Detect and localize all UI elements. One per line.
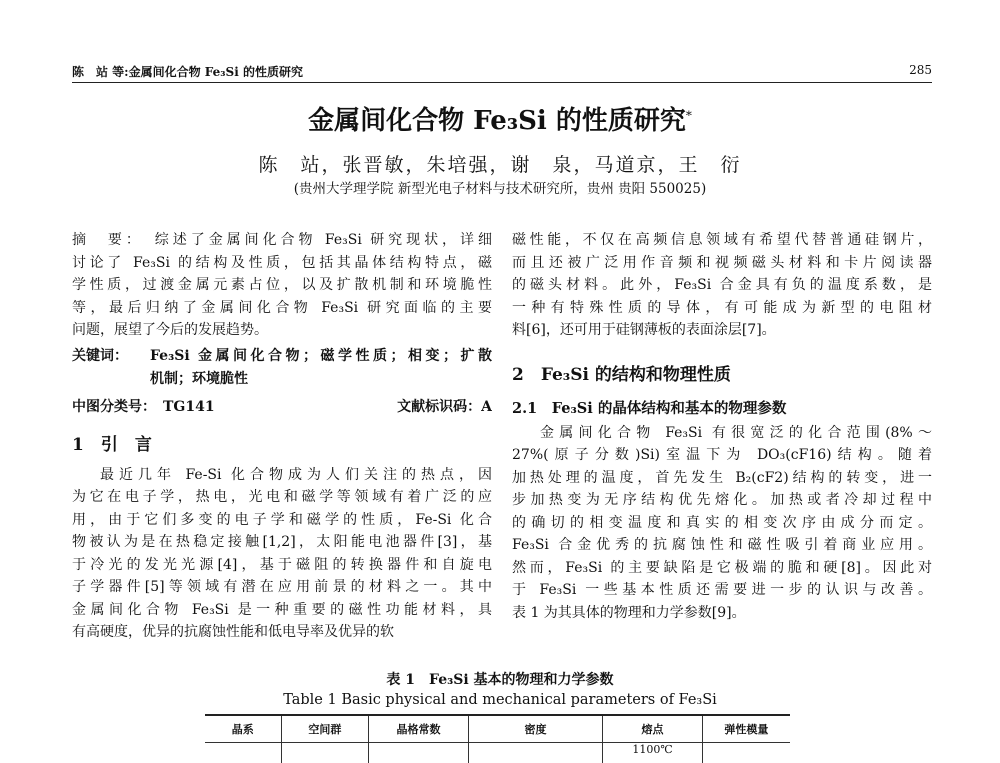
body-line: 于冷光的发光光源[4]，基于磁阻的转换器件和自旋电	[72, 554, 492, 577]
body-line: 步加热变为无序结构优先熔化。加热或者冷却过程中	[512, 489, 932, 512]
page-number: 285	[909, 63, 932, 77]
paper-title	[0, 100, 1000, 137]
body-line: 子学器件[5]等领域有潜在应用前景的材料之一。其中	[72, 576, 492, 599]
affiliation: (贵州大学理学院 新型光电子材料与技术研究所，贵州 贵阳 550025)	[0, 177, 1000, 197]
body-line: 然而，Fe₃Si 的主要缺陷是它极端的脆和硬[8]。因此对	[512, 557, 932, 580]
table-header-cell: 密度	[468, 716, 603, 743]
classification-code: 中图分类号： TG141	[72, 396, 215, 419]
body-line: 加热处理的温度，首先发生 B₂(cF2)结构的转变，进一	[512, 467, 932, 490]
body-line: 的磁头材料。此外，Fe₃Si 合金具有负的温度系数，是	[512, 274, 932, 297]
keywords-line-2: 机制；环境脆性	[150, 368, 492, 391]
table-caption-cn: 表 1 Fe₃Si 基本的物理和力学参数	[0, 669, 1000, 689]
table-1	[205, 714, 790, 763]
paper-title-text: 金属间化合物 Fe₃Si 的性质研究	[308, 106, 686, 136]
table-header-row	[205, 716, 790, 743]
classification-row	[72, 396, 492, 422]
abstract-line: 问题，展望了今后的发展趋势。	[72, 319, 492, 342]
body-line: 磁性能，不仅在高频信息领域有希望代替普通硅钢片，	[512, 229, 932, 252]
abstract-line: 学性质，过渡金属元素占位，以及扩散机制和环境脆性	[72, 274, 492, 297]
right-column	[512, 229, 932, 624]
document-code: 文献标识码：A	[397, 396, 492, 419]
body-line: 而且还被广泛用作音频和视频磁头材料和卡片阅读器	[512, 252, 932, 275]
running-header	[72, 63, 932, 80]
section-2-1-body	[512, 422, 932, 625]
body-line: 的确切的相变温度和真实的相变次序由成分而定。	[512, 512, 932, 535]
body-line: 有高硬度，优异的抗腐蚀性能和低电导率及优异的软	[72, 621, 492, 644]
body-line: 料[6]，还可用于硅钢薄板的表面涂层[7]。	[512, 319, 932, 342]
header-rule	[72, 82, 932, 83]
body-line: 表 1 为其具体的物理和力学参数[9]。	[512, 602, 932, 625]
table-header-cell: 空间群	[281, 716, 369, 743]
body-line: 最近几年 Fe-Si 化合物成为人们关注的热点，因	[72, 464, 492, 487]
section-2-heading: 2 Fe₃Si 的结构和物理性质	[512, 360, 932, 394]
section-1-heading: 1 引 言	[72, 430, 492, 464]
table-header-cell: 晶系	[205, 716, 281, 743]
body-line: 金属间化合物 Fe₃Si 有很宽泛的化合范围(8%～	[512, 422, 932, 445]
body-line: 一种有特殊性质的导体，有可能成为新型的电阻材	[512, 297, 932, 320]
body-line: Fe₃Si 合金优秀的抗腐蚀性和磁性吸引着商业应用。	[512, 534, 932, 557]
table-header-cell: 熔点	[603, 716, 702, 743]
keywords-line-1: Fe₃Si 金属间化合物；磁学性质；相变；扩散	[150, 345, 492, 368]
keywords-label: 关键词：	[72, 345, 142, 368]
table-caption-en: Table 1 Basic physical and mechanical parameters of Fe₃Si	[0, 692, 1000, 708]
table-header-cell: 晶格常数	[369, 716, 468, 743]
running-header-title: 陈 站 等:金属间化合物 Fe₃Si 的性质研究	[72, 65, 303, 79]
abstract-line: 等，最后归纳了金属间化合物 Fe₃Si 研究面临的主要	[72, 297, 492, 320]
body-line: 物被认为是在热稳定接触[1,2]，太阳能电池器件[3]，基	[72, 531, 492, 554]
keywords	[72, 345, 492, 392]
section-1-body	[72, 464, 492, 644]
intro-continued	[512, 229, 932, 342]
abstract-line: 摘 要： 综述了金属间化合物 Fe₃Si 研究现状，详细	[72, 229, 492, 252]
body-line: 27%(原子分数)Si)室温下为 DO₃(cF16)结构。随着	[512, 444, 932, 467]
body-line: 为它在电子学，热电，光电和磁学等领域有着广泛的应	[72, 486, 492, 509]
title-footnote-mark: *	[686, 108, 692, 122]
abstract-lines	[72, 229, 492, 342]
abstract-block	[72, 229, 492, 644]
table-cell: 1100℃	[603, 743, 702, 763]
section-2-1-heading: 2.1 Fe₃Si 的晶体结构和基本的物理参数	[512, 396, 932, 422]
body-line: 金属间化合物 Fe₃Si 是一种重要的磁性功能材料，具	[72, 599, 492, 622]
table-header-cell: 弹性模量	[702, 716, 790, 743]
author-list: 陈 站，张晋敏，朱培强，谢 泉，马道京，王 衍	[0, 150, 1000, 177]
abstract-line: 讨论了 Fe₃Si 的结构及性质，包括其晶体结构特点，磁	[72, 252, 492, 275]
body-line: 用，由于它们多变的电子学和磁学的性质，Fe-Si 化合	[72, 509, 492, 532]
body-line: 于 Fe₃Si 一些基本性质还需要进一步的认识与改善。	[512, 579, 932, 602]
